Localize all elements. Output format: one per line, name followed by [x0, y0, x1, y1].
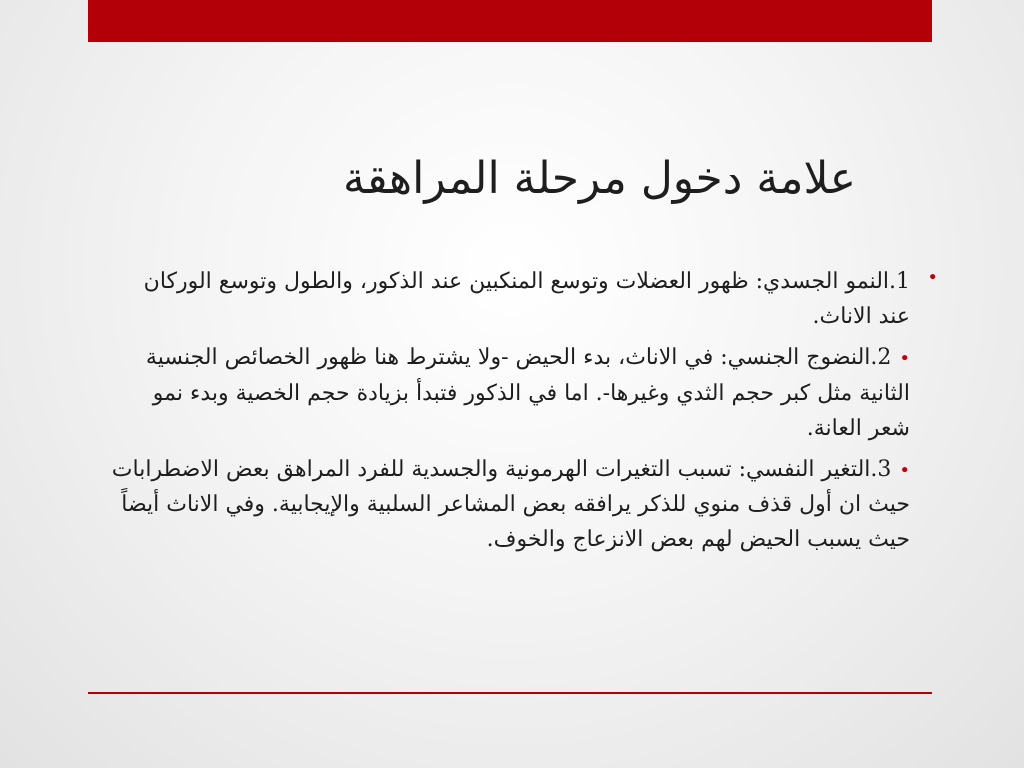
bullet-text: 1.النمو الجسدي: ظهور العضلات وتوسع المنكبين عند الذكور، والطول وتوسع الوركان عند الاناث.: [143, 269, 910, 330]
slide-title: علامة دخول مرحلة المراهقة: [343, 153, 856, 204]
bullet-item-psychological: [110, 452, 910, 558]
bullet-marker: •: [899, 348, 910, 370]
bullet-text: 2.النضوج الجنسي: في الاناث، بدء الحيض -ولا يشترط هنا ظهور الخصائص الجنسية الثانية مثل كبر حجم الثدي وغيرها-. اما في الذكور فتبدأ بزيادة حجم الخصية وبدء نمو شعر العانة.: [145, 345, 910, 441]
bottom-divider: [88, 692, 932, 694]
bullet-item-physical: [110, 264, 938, 334]
top-accent-bar: [88, 0, 932, 42]
bullet-item-sexual: [110, 340, 910, 446]
slide-content: [110, 264, 938, 564]
bullet-text: 3.التغير النفسي: تسبب التغيرات الهرمونية والجسدية للفرد المراهق بعض الاضطرابات حيث ان أول قذف منوي للذكر يرافقه بعض المشاعر السلبية والإيجابية. وفي الاناث أيضاً حيث يسبب الحيض لهم بعض الانزعاج والخوف.: [111, 456, 910, 553]
bullet-marker: •: [927, 267, 938, 288]
bullet-marker: •: [899, 459, 910, 481]
